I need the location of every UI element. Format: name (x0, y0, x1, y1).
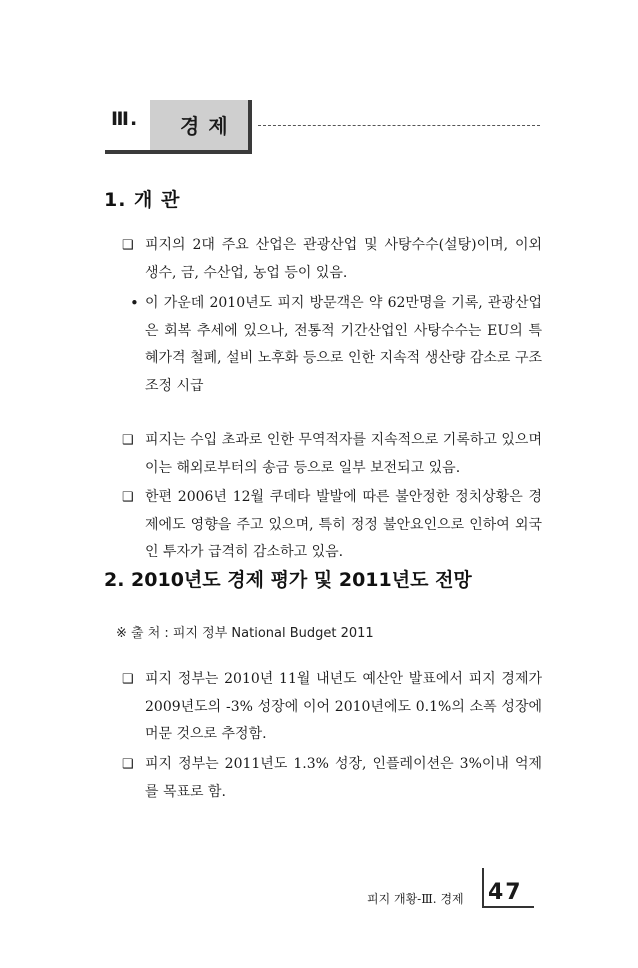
section-1-item-1-text: 피지의 2대 주요 산업은 관광산업 및 사탕수수(설탕)이며, 이외 생수, 금, 수산업, 농업 등이 있음. (145, 237, 542, 281)
section-2-item-2 (122, 751, 542, 806)
source-note: ※ 출 처 : 피지 정부 National Budget 2011 (116, 626, 374, 641)
section-2-item-2-text: 피지 정부는 2011년도 1.3% 성장, 인플레이션은 3%이내 억제를 목표로 함. (145, 756, 542, 800)
chapter-number: Ⅲ. (111, 108, 139, 130)
chapter-dotted-rule (258, 125, 540, 126)
footer-label: 피지 개황-Ⅲ. 경제 (367, 892, 464, 906)
section-2-item-1-text: 피지 정부는 2010년 11월 내년도 예산안 발표에서 피지 경제가 2009년도의 -3% 성장에 이어 2010년에도 0.1%의 소폭 성장에 머문 것으로 추정함. (145, 671, 542, 742)
section-1-heading: 1. 개 관 (104, 189, 181, 211)
chapter-number-box (105, 100, 154, 154)
checkbox-bullet-icon: ❑ (122, 490, 134, 505)
checkbox-bullet-icon: ❑ (122, 757, 134, 772)
section-1-item-2-text: 피지는 수입 초과로 인한 무역적자를 지속적으로 기록하고 있으며 이는 해외로부터의 송금 등으로 일부 보전되고 있음. (145, 432, 542, 476)
dot-bullet-icon: • (130, 294, 139, 312)
section-1-item-3 (122, 484, 542, 567)
checkbox-bullet-icon: ❑ (122, 433, 134, 448)
section-1-item-3-text: 한편 2006년 12월 쿠데타 발발에 따른 불안정한 정치상황은 경제에도 영향을 주고 있으며, 특히 정정 불안요인으로 인하여 외국인 투자가 급격히 감소하고 있음. (145, 489, 542, 560)
section-2-item-1 (122, 666, 542, 749)
section-1-subitem-text: 이 가운데 2010년도 피지 방문객은 약 62만명을 기록, 관광산업은 회복 추세에 있으나, 전통적 기간산업인 사탕수수는 EU의 특혜가격 철폐, 설비 노후화 등으로 인한 지속적 생산량 감소로 구조조정 시급 (145, 295, 542, 394)
page-number: 47 (488, 880, 523, 905)
section-1-item-2 (122, 427, 542, 482)
section-1-subitem (130, 290, 542, 400)
checkbox-bullet-icon: ❑ (122, 672, 134, 687)
checkbox-bullet-icon: ❑ (122, 238, 134, 253)
section-2-heading: 2. 2010년도 경제 평가 및 2011년도 전망 (104, 569, 472, 591)
chapter-title: 경제 (180, 114, 237, 138)
chapter-title-box (150, 100, 252, 154)
section-1-item-1 (122, 232, 542, 287)
